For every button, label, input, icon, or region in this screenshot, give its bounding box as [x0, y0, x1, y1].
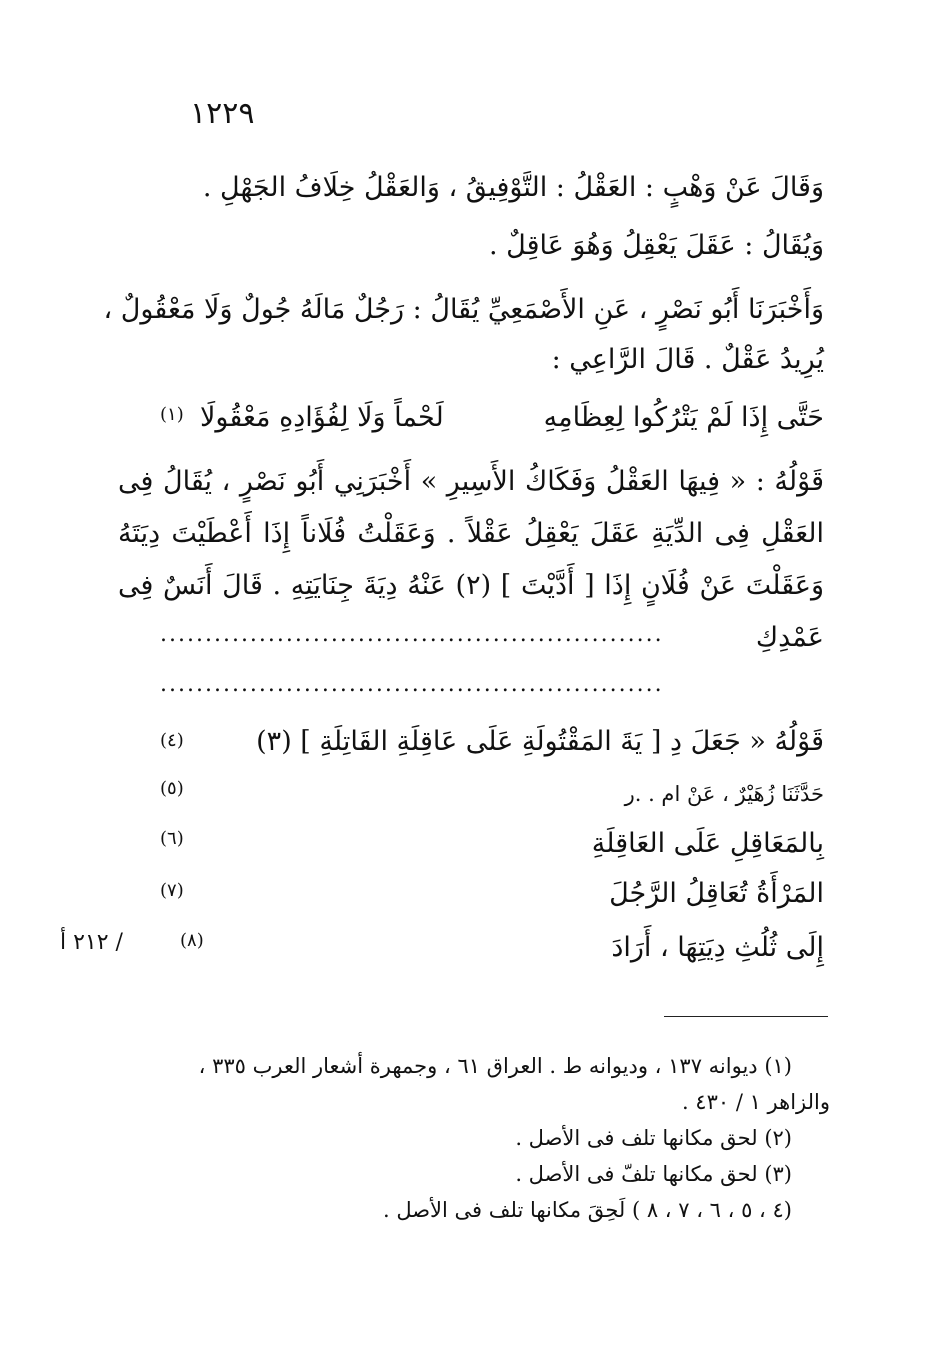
ellipsis-dots-2: ........................................................: [160, 672, 664, 697]
entry-number-2: (٥): [160, 778, 184, 799]
entry-text-5: إِلَى ثُلُثِ دِيَتِهَا ، أَرَادَ: [611, 932, 824, 963]
entry-text-1: قَوْلُهُ « جَعَلَ دِ [ يَةَ المَقْتُولَةِ عَلَى عَاقِلَةِ القَاتِلَةِ ] (٣): [256, 726, 824, 757]
entry-number-5: (٨): [180, 930, 204, 951]
footnote-4: (٤ ، ٥ ، ٦ ، ٧ ، ٨ ) لَحِقَ مكانها تلف فى الأصل .: [382, 1198, 792, 1222]
entry-text-3: بِالمَعَاقِلِ عَلَى العَاقِلَةِ: [591, 828, 824, 859]
text-line-3: وَأَخْبَرَنَا أَبُو نَصْرٍ ، عَنِ الأَصْمَعِيِّ يُقَالُ : رَجُلٌ مَالَهُ جُولٌ وَلَا مَعْقُولٌ ،: [103, 294, 824, 325]
text-line-2: وَيُقَالُ : عَقَلَ يَعْقِلُ وَهُوَ عَاقِلٌ .: [488, 230, 824, 261]
entry-text-2: حَدَّثَنَا زُهَيْرٌ ، عَنْ ام . .ر: [624, 782, 824, 806]
ellipsis-dots-1: ........................................................: [160, 622, 664, 647]
entry-text-4: المَرْأَةُ تُعَاقِلُ الرَّجُلَ: [609, 878, 824, 909]
margin-folio: / ٢١٢ أ: [60, 930, 123, 955]
footnote-3: (٣) لحق مكانها تلفّ فى الأصل .: [515, 1162, 792, 1186]
footnote-1: (١) ديوانه ١٣٧ ، وديوانه ط . العراق ٦١ ، وجمهرة أشعار العرب ٣٣٥ ،: [198, 1054, 792, 1078]
paragraph-line-3: وَعَقَلْتَ عَنْ فُلَانٍ إِذَا [ أَدَّيْتَ ] (٢) عَنْهُ دِيَةَ جِنَايَتِهِ . قَالَ أَنَسٌ فِى: [118, 570, 824, 601]
entry-number-1: (٤): [160, 730, 184, 751]
footnote-1-cont: والزاهر ١ / ٤٣٠ .: [681, 1090, 830, 1114]
footnote-separator: [664, 1016, 828, 1017]
paragraph-line-2: العَقْلِ فِى الدِّيَةِ عَقَلَ يَعْقِلُ عَقْلاً . وَعَقَلْتُ فُلَاناً إِذَا أَعْطَيْتَ دِيَتَهُ: [118, 518, 824, 549]
text-line-1: وَقَالَ عَنْ وَهْبٍ : العَقْلُ : التَّوْفِيقُ ، وَالعَقْلُ خِلَافُ الجَهْلِ .: [202, 172, 824, 203]
entry-number-4: (٧): [160, 880, 184, 901]
page-number: ١٢٢٩: [190, 96, 255, 131]
text-line-4: يُرِيدُ عَقْلٌ . قَالَ الرَّاعِي :: [551, 344, 824, 375]
verse-note-marker: (١): [160, 404, 184, 425]
verse-hemistich-2: لَحْماً وَلَا لِفُؤَادِهِ مَعْقُولَا: [200, 402, 444, 433]
paragraph-line-4: عَمْدِكِ: [755, 622, 824, 653]
paragraph-line-1: قَوْلُهُ : « فِيهَا العَقْلُ وَفَكَاكُ الأَسِيرِ » أَخْبَرَنِي أَبُو نَصْرٍ ، يُقَالُ فِى: [118, 466, 824, 497]
footnote-2: (٢) لحق مكانها تلف فى الأصل .: [515, 1126, 792, 1150]
entry-number-3: (٦): [160, 828, 184, 849]
verse-hemistich-1: حَتَّى إِذَا لَمْ يَتْرُكُوا لِعِظَامِهِ: [543, 402, 824, 433]
